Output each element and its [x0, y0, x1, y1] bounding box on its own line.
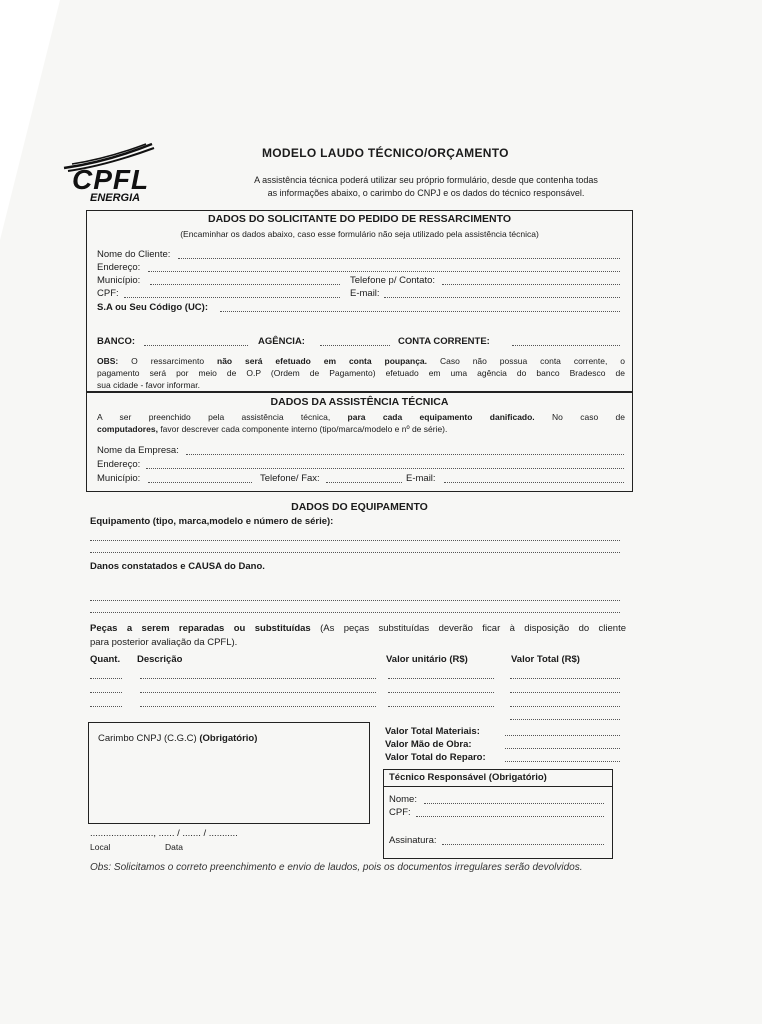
nome-cliente-label: Nome do Cliente: — [97, 249, 171, 260]
assistencia-municipio-field[interactable] — [148, 482, 252, 483]
pecas-instructions — [90, 622, 626, 650]
tecnico-cpf-label: CPF: — [389, 807, 411, 818]
total-materiais-label: Valor Total Materiais: — [385, 726, 480, 737]
nome-cliente-field[interactable] — [178, 258, 620, 259]
assistencia-heading: DADOS DA ASSISTÊNCIA TÉCNICA — [270, 396, 449, 408]
telefone-contato-label: Telefone p/ Contato: — [350, 275, 436, 286]
pecas-row-descricao[interactable] — [140, 706, 376, 707]
tecnico-cpf-field[interactable] — [416, 816, 604, 817]
local-data-line[interactable]: ........................, ...... / ....... / ........... — [90, 828, 238, 839]
assistencia-divider — [86, 392, 633, 393]
conta-corrente-field[interactable] — [512, 345, 620, 346]
data-label: Data — [165, 842, 183, 852]
obs-text-bold: não será efetuado em conta poupança. — [217, 356, 428, 366]
assistencia-line-2 — [97, 423, 625, 435]
assistencia-text-bold: para cada equipamento danificado. — [347, 412, 535, 422]
assinatura-field[interactable] — [442, 844, 604, 845]
obs-text: O ressarcimento — [131, 356, 205, 366]
cpf-field[interactable] — [124, 297, 340, 298]
pecas-text: (As peças substituídas deverão ficar à disposição do cliente — [320, 623, 627, 634]
pecas-row-descricao[interactable] — [140, 678, 376, 679]
assistencia-endereco-label: Endereço: — [97, 459, 141, 470]
pecas-row-unitario[interactable] — [388, 692, 494, 693]
obs-pagamento — [97, 355, 625, 391]
tecnico-nome-label: Nome: — [389, 794, 417, 805]
assistencia-text: A ser preenchido pela assistência técnica, — [97, 412, 331, 422]
tecnico-divider — [384, 786, 612, 787]
assistencia-text-bold: computadores, — [97, 424, 158, 434]
carimbo-label-text: Carimbo CNPJ (C.G.C) — [98, 733, 197, 744]
assistencia-instructions — [97, 411, 625, 435]
tecnico-nome-field[interactable] — [424, 803, 604, 804]
pecas-row-descricao[interactable] — [140, 692, 376, 693]
carimbo-obrigatorio: (Obrigatório) — [199, 733, 258, 744]
telefone-fax-field[interactable] — [326, 482, 402, 483]
empresa-label: Nome da Empresa: — [97, 445, 179, 456]
sa-codigo-field[interactable] — [220, 311, 620, 312]
assistencia-text: favor descrever cada componente interno (tipo/marca/modelo e nº de série). — [160, 424, 448, 434]
pecas-row-quant[interactable] — [90, 692, 122, 693]
intro-line: A assistência técnica poderá utilizar seu próprio formulário, desde que contenha todas — [254, 175, 598, 185]
endereco-field[interactable] — [148, 271, 620, 272]
assistencia-email-field[interactable] — [444, 482, 624, 483]
assistencia-line-1 — [97, 411, 625, 423]
equipamento-heading: DADOS DO EQUIPAMENTO — [291, 501, 428, 513]
pecas-text-bold: Peças a serem reparadas ou substituídas — [90, 623, 311, 634]
obs-label: OBS: — [97, 356, 119, 366]
email-label: E-mail: — [350, 288, 380, 299]
footer-note: Obs: Solicitamos o correto preenchimento e envio de laudos, pois os documentos irregulares serão devolvidos. — [90, 862, 583, 873]
page-fold-corner — [0, 0, 60, 240]
endereco-label: Endereço: — [97, 262, 141, 273]
empresa-field[interactable] — [186, 454, 624, 455]
local-label: Local — [90, 842, 111, 852]
obs-line-2: pagamento será por meio de O.P (Ordem de Pagamento) efetuado em uma agência do banco Bradesco de — [97, 368, 625, 378]
equipamento-tipo-label: Equipamento (tipo, marca,modelo e número de série): — [90, 516, 334, 527]
equipamento-tipo-line[interactable] — [90, 540, 620, 541]
total-reparo-field[interactable] — [505, 761, 620, 762]
total-materiais-field[interactable] — [505, 735, 620, 736]
col-valor-total: Valor Total (R$) — [511, 654, 580, 665]
assistencia-email-label: E-mail: — [406, 473, 436, 484]
agencia-label: AGÊNCIA: — [258, 336, 305, 347]
mao-obra-label: Valor Mão de Obra: — [385, 739, 472, 750]
page-title: MODELO LAUDO TÉCNICO/ORÇAMENTO — [262, 146, 509, 160]
page-edge — [762, 0, 768, 1024]
agencia-field[interactable] — [320, 345, 390, 346]
banco-field[interactable] — [144, 345, 248, 346]
intro-text — [236, 174, 616, 200]
assistencia-municipio-label: Município: — [97, 473, 141, 484]
equipamento-tipo-line[interactable] — [90, 552, 620, 553]
pecas-row-unitario[interactable] — [388, 706, 494, 707]
pecas-row-unitario[interactable] — [388, 678, 494, 679]
logo-name: CPFL — [72, 164, 150, 195]
obs-line-3: sua cidade - favor informar. — [97, 380, 200, 390]
pecas-row-total[interactable] — [510, 678, 620, 679]
col-descricao: Descrição — [137, 654, 183, 665]
pecas-line-2: para posterior avaliação da CPFL). — [90, 637, 238, 648]
pecas-row-total[interactable] — [510, 706, 620, 707]
cpf-label: CPF: — [97, 288, 119, 299]
obs-text: Caso não possua conta corrente, o — [439, 356, 625, 366]
assinatura-label: Assinatura: — [389, 835, 437, 846]
assistencia-endereco-field[interactable] — [146, 468, 624, 469]
danos-line[interactable] — [90, 612, 620, 613]
obs-line-1 — [97, 355, 625, 367]
sa-codigo-label: S.A ou Seu Código (UC): — [97, 302, 208, 313]
telefone-contato-field[interactable] — [442, 284, 620, 285]
banco-label: BANCO: — [97, 336, 135, 347]
pecas-row-quant[interactable] — [90, 678, 122, 679]
total-reparo-label: Valor Total do Reparo: — [385, 752, 486, 763]
assistencia-text: No caso de — [552, 412, 625, 422]
mao-obra-field[interactable] — [505, 748, 620, 749]
email-field[interactable] — [384, 297, 620, 298]
municipio-label: Município: — [97, 275, 141, 286]
tecnico-heading: Técnico Responsável (Obrigatório) — [389, 772, 547, 783]
telefone-fax-label: Telefone/ Fax: — [260, 473, 320, 484]
pecas-row-quant[interactable] — [90, 706, 122, 707]
danos-label: Danos constatados e CAUSA do Dano. — [90, 561, 265, 572]
conta-corrente-label: CONTA CORRENTE: — [398, 336, 490, 347]
cpfl-logo — [62, 142, 162, 206]
solicitante-subheading: (Encaminhar os dados abaixo, caso esse formulário não seja utilizado pela assistência técnica) — [180, 229, 539, 239]
logo-subtitle: ENERGIA — [90, 192, 141, 204]
solicitante-heading: DADOS DO SOLICITANTE DO PEDIDO DE RESSARCIMENTO — [208, 213, 511, 225]
col-valor-unitario: Valor unitário (R$) — [386, 654, 468, 665]
pecas-row-total[interactable] — [510, 719, 620, 720]
pecas-line-1 — [90, 622, 626, 636]
intro-line: as informações abaixo, o carimbo do CNPJ e os dados do técnico responsável. — [267, 188, 585, 198]
pecas-row-total[interactable] — [510, 692, 620, 693]
municipio-field[interactable] — [150, 284, 340, 285]
carimbo-label — [98, 733, 257, 744]
col-quant: Quant. — [90, 654, 121, 665]
danos-line[interactable] — [90, 600, 620, 601]
